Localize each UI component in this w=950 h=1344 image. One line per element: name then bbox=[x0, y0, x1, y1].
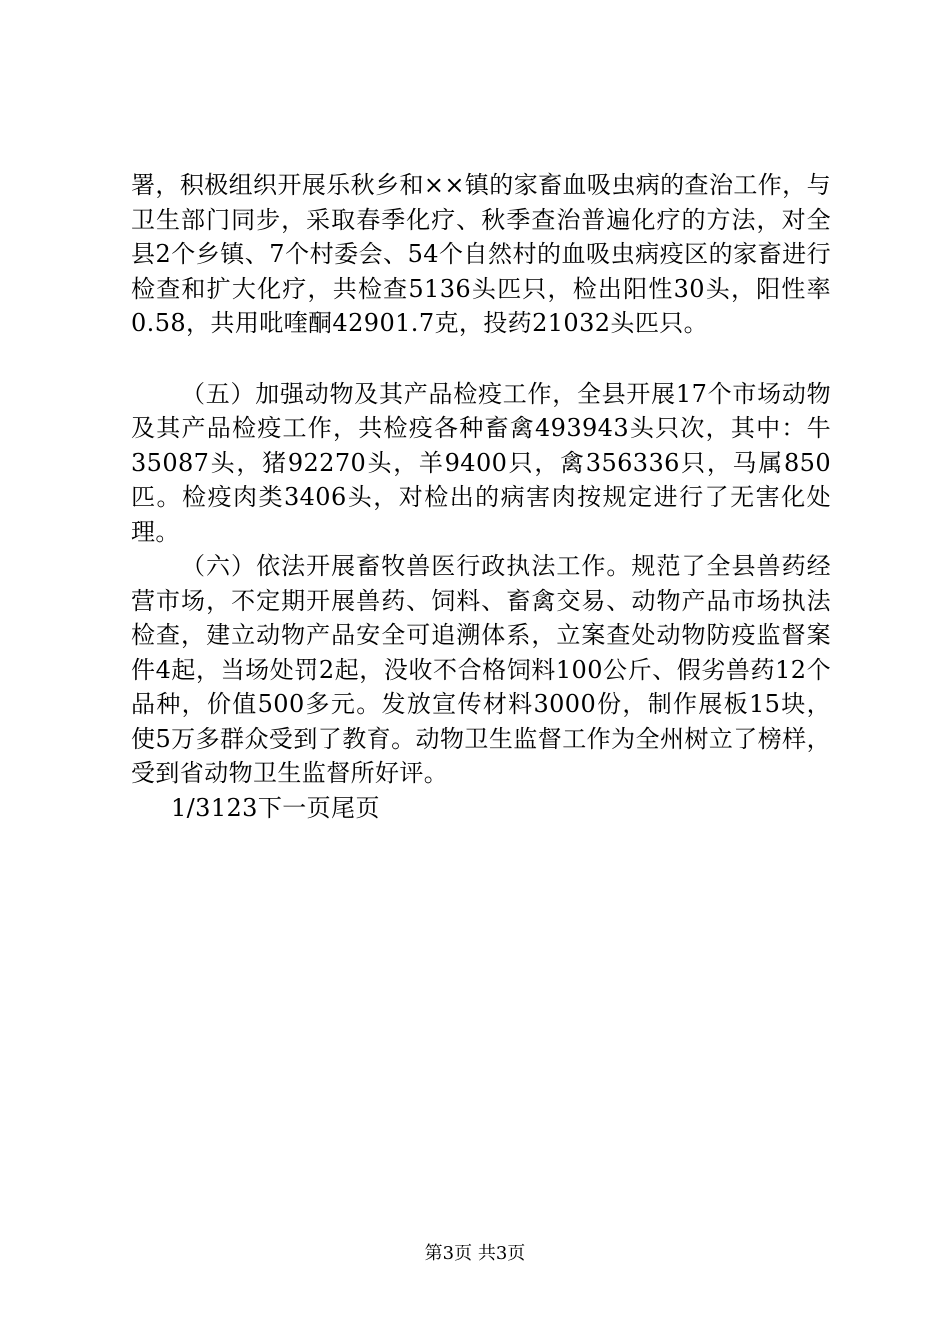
paragraph-section-five: （五）加强动物及其产品检疫工作，全县开展17个市场动物及其产品检疫工作，共检疫各种畜禽493943头只次，其中：牛35087头，猪92270头，羊9400只，禽356336只，马属850匹。检疫肉类3406头，对检出的病害肉按规定进行了无害化处理。 bbox=[131, 379, 831, 546]
pagination-position: 1/3123 bbox=[171, 793, 258, 822]
paragraph-gap bbox=[131, 341, 831, 377]
pagination bbox=[131, 791, 831, 826]
paragraph-section-six: （六）依法开展畜牧兽医行政执法工作。规范了全县兽药经营市场，不定期开展兽药、饲料、畜禽交易、动物产品市场执法检查，建立动物产品安全可追溯体系，立案查处动物防疫监督案件4起，当场处罚2起，没收不合格饲料100公斤、假劣兽药12个品种，价值500多元。发放宣传材料3000份，制作展板15块，使5万多群众受到了教育。动物卫生监督工作为全州树立了榜样，受到省动物卫生监督所好评。 bbox=[131, 552, 831, 787]
page-footer: 第3页 共3页 bbox=[424, 1243, 526, 1264]
last-page-link[interactable]: 尾页 bbox=[331, 793, 380, 822]
paragraph-continued: 署，积极组织开展乐秋乡和××镇的家畜血吸虫病的查治工作，与卫生部门同步，采取春季化疗、秋季查治普遍化疗的方法，对全县2个乡镇、7个村委会、54个自然村的血吸虫病疫区的家畜进行检查和扩大化疗，共检查5136头匹只，检出阳性30头，阳性率0.58，共用吡喹酮42901.7克，投药21032头匹只。 bbox=[131, 171, 831, 337]
document-body bbox=[131, 168, 831, 825]
next-page-link[interactable]: 下一页 bbox=[257, 793, 332, 822]
